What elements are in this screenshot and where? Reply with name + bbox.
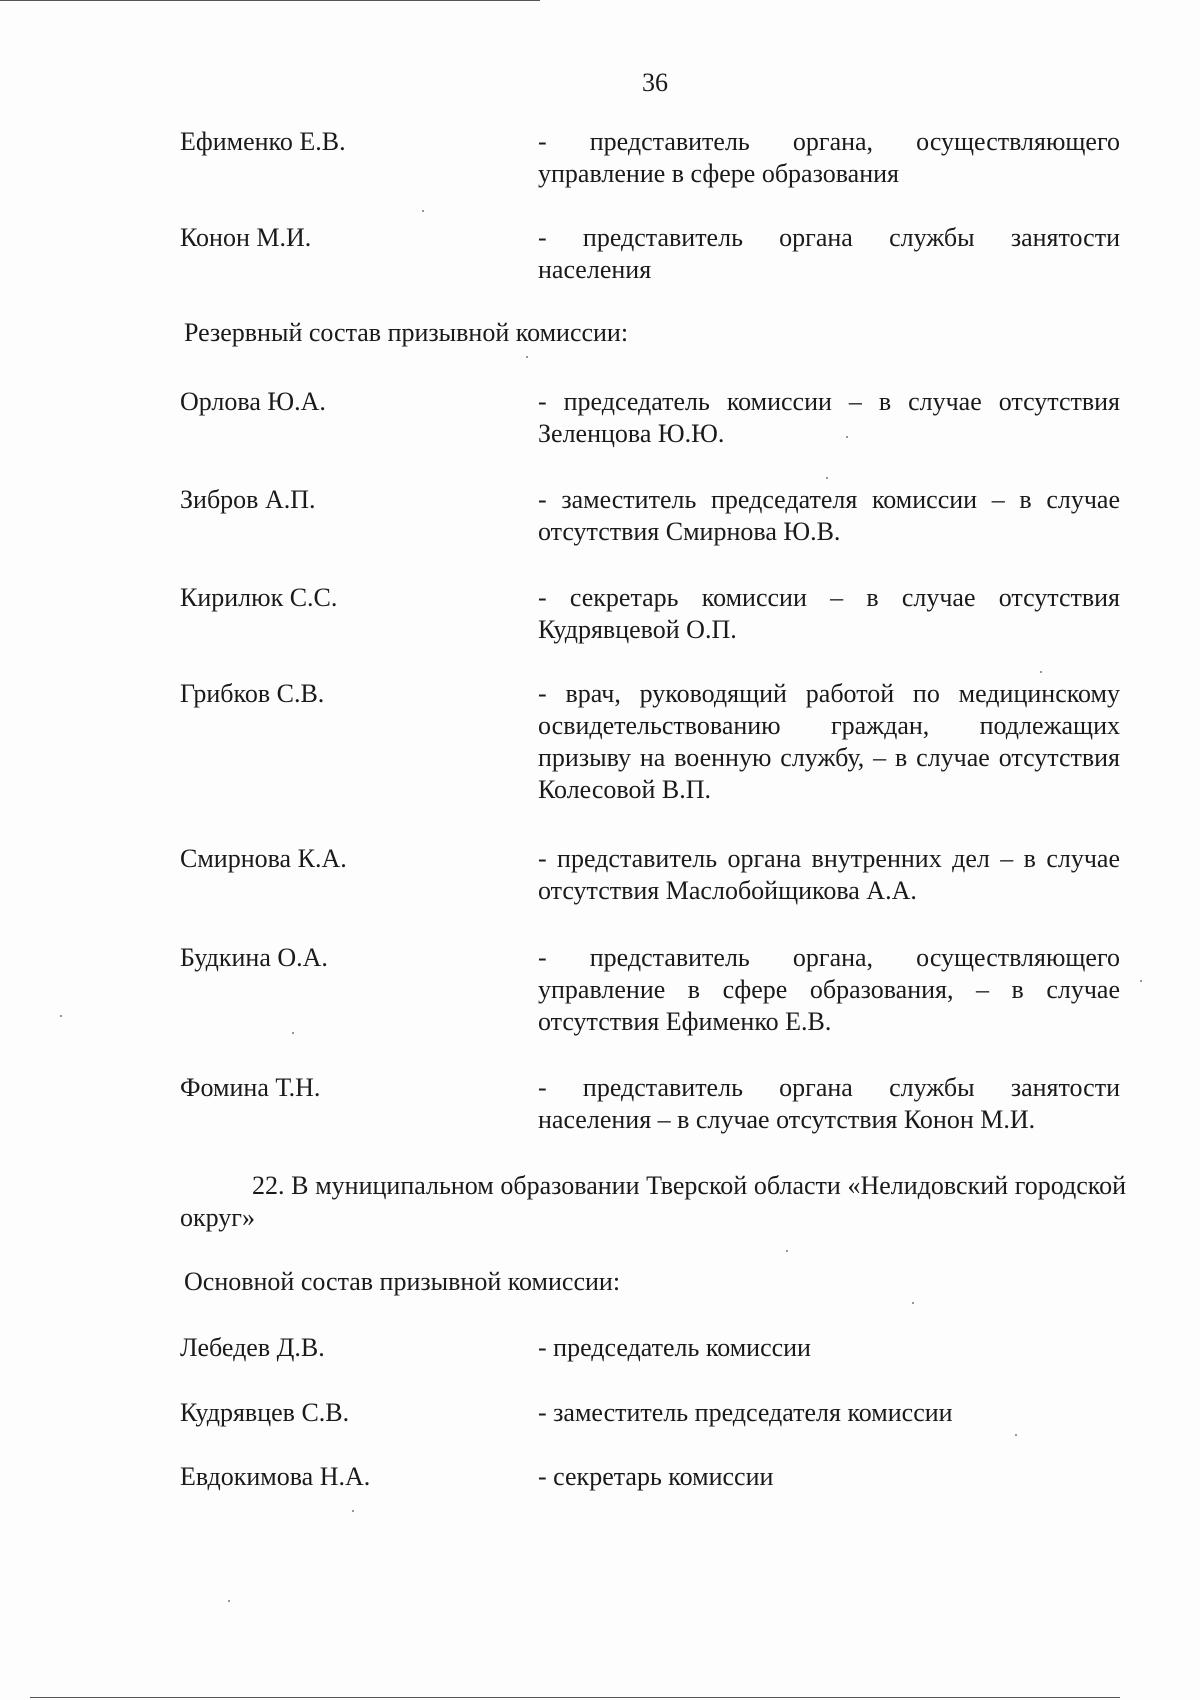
member-name: Будкина О.А.	[180, 943, 328, 972]
page-number: 36	[642, 68, 668, 97]
member-name: Зибров А.П.	[180, 485, 316, 514]
scan-speck	[826, 477, 828, 479]
member-role: - врач, руководящий работой по медицинскому освидетельствованию граждан, подлежащих призыву на военную службу, – в случае отсутствия Колесовой В.П.	[538, 679, 1120, 804]
scan-speck	[60, 1015, 62, 1017]
member-name: Кирилюк С.С.	[180, 583, 338, 612]
scan-speck	[526, 356, 528, 358]
scan-speck	[352, 1510, 354, 1512]
scan-speck	[1140, 980, 1142, 982]
member-role: - представитель органа, осуществляющего управление в сфере образования	[538, 127, 1120, 188]
scan-speck	[1040, 671, 1042, 673]
member-name: Лебедев Д.В.	[180, 1333, 325, 1362]
member-name: Орлова Ю.А.	[180, 387, 326, 416]
member-role: - представитель органа службы занятости населения – в случае отсутствия Конон М.И.	[538, 1073, 1120, 1134]
scan-speck	[422, 210, 424, 212]
member-role: - заместитель председателя комиссии – в случае отсутствия Смирнова Ю.В.	[538, 485, 1120, 546]
member-role: - заместитель председателя комиссии	[538, 1398, 953, 1427]
scan-speck	[292, 1032, 294, 1034]
scan-speck	[846, 436, 848, 438]
member-role: - представитель органа службы занятости населения	[538, 223, 1120, 284]
scan-speck	[786, 1250, 788, 1252]
member-role: - председатель комиссии – в случае отсутствия Зеленцова Ю.Ю.	[538, 387, 1120, 448]
member-name: Евдокимова Н.А.	[180, 1462, 371, 1491]
scan-speck	[228, 1600, 230, 1602]
member-name: Грибков С.В.	[180, 679, 325, 708]
reserve-heading: Резервный состав призывной комиссии:	[184, 318, 629, 347]
member-name: Фомина Т.Н.	[180, 1073, 321, 1102]
member-role: - представитель органа, осуществляющего управление в сфере образования, – в случае отсутствия Ефименко Е.В.	[538, 943, 1120, 1036]
scan-speck	[1015, 1434, 1017, 1436]
member-role: - секретарь комиссии – в случае отсутствия Кудрявцевой О.П.	[538, 583, 1120, 644]
member-name: Конон М.И.	[180, 223, 312, 252]
member-role: - председатель комиссии	[538, 1333, 811, 1362]
member-name: Кудрявцев С.В.	[180, 1398, 350, 1427]
member-name: Ефименко Е.В.	[180, 127, 346, 156]
member-role: - представитель органа внутренних дел – в случае отсутствия Маслобойщикова А.А.	[538, 844, 1120, 905]
bottom-edge-line	[30, 1697, 1120, 1698]
top-edge-line	[0, 0, 540, 1]
scan-speck	[912, 1302, 914, 1304]
member-role: - секретарь комиссии	[538, 1462, 774, 1491]
section-22-paragraph: 22. В муниципальном образовании Тверской области «Нелидовский городской округ»	[180, 1171, 1126, 1232]
member-name: Смирнова К.А.	[180, 844, 347, 873]
main-heading: Основной состав призывной комиссии:	[184, 1267, 621, 1296]
